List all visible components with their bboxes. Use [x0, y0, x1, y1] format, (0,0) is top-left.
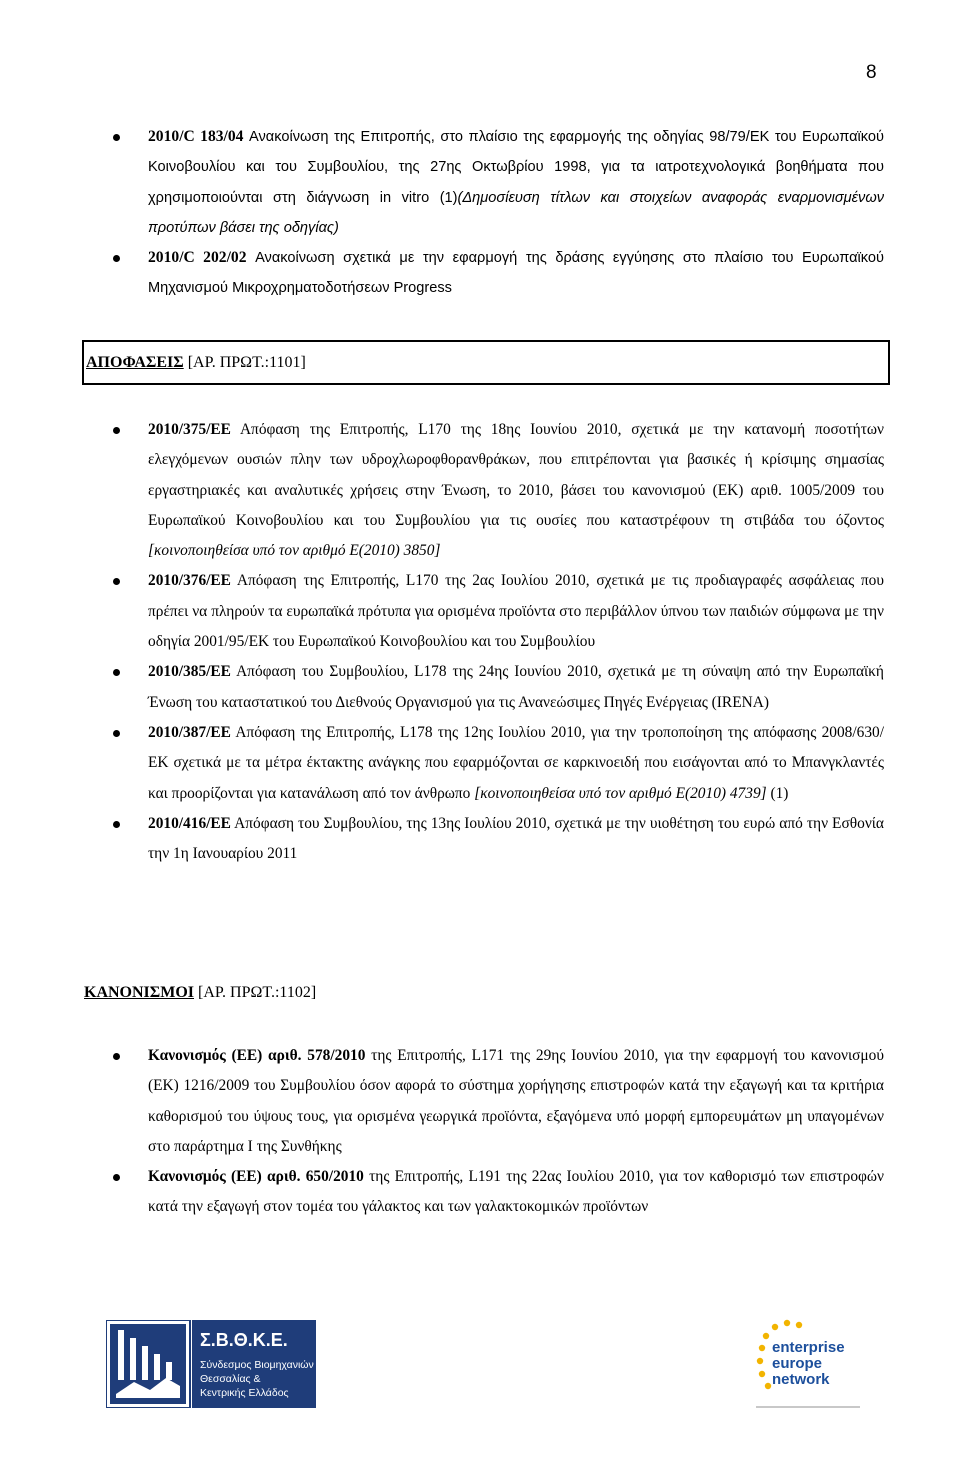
item-text: της Επιτροπής, L171 της 29ης Ιουνίου 2010, για την εφαρμογή του κανονισμού (ΕΚ) 1216/2009 του Συμβουλίου όσον αφορά το σύστημα χορήγησης επιστροφών κατά την εξαγωγή και τα κριτήρια καθορισμού του ύψους τους, για ορισμένα γεωργικά προϊόντα, εξαγόμενα υπό μορφή εμπορευμάτων μη υπαγομένων στο παράρτημα Ι της Συνθήκης: [148, 1047, 884, 1155]
item-code: 2010/416/ΕΕ: [148, 814, 231, 832]
list-item: [0, 415, 884, 566]
decisions-heading-title: ΑΠΟΦΑΣΕΙΣ: [86, 354, 184, 371]
item-italic: [κοινοποιηθείσα υπό τον αριθμό Ε(2010) 4739]: [474, 784, 767, 802]
logo-line2: Θεσσαλίας &: [200, 1373, 261, 1385]
item-text: Απόφαση της Επιτροπής, L170 της 18ης Ιουνίου 2010, σχετικά με την κατανομή ποσοτήτων ελεγχόμενων ουσιών πλην των υδροχλωροφθορανθράκων, που επιτρέπονται για βασικές ή κρίσιμης σημασίας εργαστηριακές και αναλυτικές χρήσεις στην Ένωση, το 2010, βάσει του κανονισμού (ΕΚ) αριθ. 1005/2009 του Ευρωπαϊκού Κοινοβουλίου και του Συμβουλίου για τις ουσίες που καταστρέφουν τη στιβάδα του όζοντος: [148, 421, 884, 529]
item-text: Απόφαση του Συμβουλίου, L178 της 24ης Ιουνίου 2010, σχετικά με τη σύναψη από την Ευρωπαϊκή Ένωση του καταστατικού του Διεθνούς Οργανισμού για τις Ανανεώσιμες Πηγές Ενέργειας (IRENA): [148, 663, 884, 711]
item-italic: [κοινοποιηθείσα υπό τον αριθμό Ε(2010) 3850]: [148, 542, 441, 560]
logo-word3: network: [772, 1371, 830, 1388]
item-text: Απόφαση της Επιτροπής, L178 της 12ης Ιουλίου 2010, για την τροποποίηση της απόφασης 2008/630/ΕΚ σχετικά με τα μέτρα έκτακτης ανάγκης που εφαρμόζονται σε καρκινοειδή που εισάγονται από το Μπανγκλαντές και προορίζονται για κατανάλωση από τον άνθρωπο: [148, 723, 884, 802]
logo-line1: Σύνδεσμος Βιομηχανιών: [200, 1359, 314, 1371]
logo-acronym: Σ.Β.Θ.Κ.Ε.: [200, 1330, 288, 1350]
logo-line3: Κεντρικής Ελλάδος: [200, 1387, 289, 1399]
list-item: [0, 1162, 884, 1223]
sbthke-logo: [106, 1320, 316, 1408]
bullet-icon: [113, 427, 120, 434]
bullet-icon: [113, 669, 120, 676]
logo-word2: europe: [772, 1355, 823, 1372]
list-item: [0, 718, 884, 809]
item-code: 2010/387/ΕΕ: [148, 723, 231, 741]
bullet-icon: [113, 1053, 120, 1060]
item-code: Κανονισμός (ΕΕ) αριθ. 578/2010: [148, 1047, 366, 1064]
item-code: 2010/376/ΕΕ: [148, 572, 231, 590]
regulations-list: [0, 1041, 960, 1223]
item-code: Κανονισμός (ΕΕ) αριθ. 650/2010: [148, 1168, 364, 1186]
bullet-icon: [113, 255, 120, 262]
stars-icon: [752, 1318, 864, 1416]
bullet-icon: [113, 821, 120, 828]
notices-list: [0, 122, 960, 304]
bullet-icon: [113, 730, 120, 737]
item-text: Ανακοίνωση σχετικά με την εφαρμογή της δράσης εγγύησης στο πλαίσιο του Ευρωπαϊκού Μηχανισμού Μικροχρηματοδοτήσεων Progress: [148, 250, 885, 297]
page-number: 8: [866, 62, 877, 83]
item-code: 2010/375/ΕΕ: [148, 421, 231, 438]
decisions-heading: [82, 340, 890, 385]
list-item: [0, 122, 884, 243]
item-italic: (Δημοσίευση τίτλων και στοιχείων αναφοράς εναρμονισμένων προτύπων βάσει της οδηγίας): [148, 189, 884, 236]
logo-word1: enterprise: [772, 1339, 845, 1356]
item-text: Απόφαση του Συμβουλίου, της 13ης Ιουλίου 2010, σχετικά με την υιοθέτηση του ευρώ από την Εσθονία την 1η Ιανουαρίου 2011: [148, 814, 884, 863]
list-item: [0, 566, 884, 657]
decisions-heading-ref: [ΑΡ. ΠΡΩΤ.:1101]: [183, 354, 306, 371]
enterprise-europe-network-logo: [752, 1318, 864, 1416]
item-code: 2010/385/ΕΕ: [148, 663, 231, 681]
list-item: [0, 809, 884, 870]
list-item: [0, 1041, 884, 1162]
regulations-heading-title: ΚΑΝΟΝΙΣΜΟΙ: [84, 984, 195, 1001]
bullet-icon: [113, 1174, 120, 1181]
regulations-heading-ref: [ΑΡ. ΠΡΩΤ.:1102]: [194, 984, 317, 1001]
list-item: [0, 243, 884, 304]
decisions-list: [0, 415, 960, 869]
item-text: Ανακοίνωση της Επιτροπής, στο πλαίσιο της εφαρμογής της οδηγίας 98/79/ΕΚ του Ευρωπαϊκού Κοινοβουλίου και του Συμβουλίου, της 27ης Οκτωβρίου 1998, για τα ιατροτεχνολογικά βοηθήματα που χρησιμοποιούνται στη διάγνωση in vitro (1): [148, 129, 885, 206]
bullet-icon: [113, 578, 120, 585]
item-text: της Επιτροπής, L191 της 22ας Ιουλίου 2010, για τον καθορισμό των επιστροφών κατά την εξαγωγή στον τομέα του γάλακτος και των γαλακτοκομικών προϊόντων: [148, 1168, 885, 1216]
item-text: Απόφαση της Επιτροπής, L170 της 2ας Ιουλίου 2010, σχετικά με τις προδιαγραφές ασφάλειας που πρέπει να πληρούν τα ευρωπαϊκά πρότυπα για ορισμένα προϊόντα στο περιβάλλον ύπνου των παιδιών σύμφωνα με την οδηγία 2001/95/ΕΚ του Ευρωπαϊκού Κοινοβουλίου και του Συμβουλίου: [148, 572, 884, 651]
item-code: 2010/C 183/04: [148, 128, 244, 145]
factory-icon: [106, 1320, 316, 1408]
item-code: 2010/C 202/02: [148, 249, 247, 267]
bullet-icon: [113, 134, 120, 141]
item-tail: (1): [766, 784, 789, 802]
regulations-heading: [84, 980, 316, 1006]
list-item: [0, 657, 884, 718]
